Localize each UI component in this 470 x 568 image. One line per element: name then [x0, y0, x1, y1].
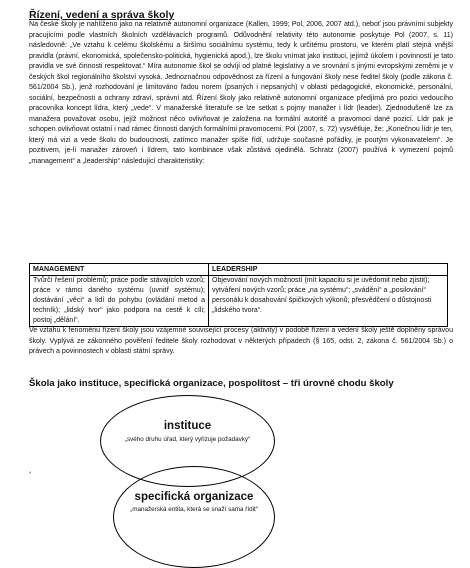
institution-subtitle: „svého druhu úřad, který vyřizuje požadavky“ — [124, 436, 251, 443]
table-header-management: MANAGEMENT — [30, 264, 209, 276]
organization-ellipse — [113, 466, 275, 568]
table-cell-management: Tvůrčí řešení problémů; práce podle stávajících vzorů; práce v rámci daného systému (uvnitř systému); dostávání „věci“ a lidí do pohybu (ovládání metod a techník); „lidský tvor“ jako podpora na cestě k cíli; postoj „dělání“. — [30, 276, 209, 327]
administration-paragraph: Ve vztahu k fenoménu řízení školy jsou vzájemné související procesy (aktivity) v podobě řízení a vedení školy ještě doplněny správou školy. Vyplývá ze zákonného pověření ředitele školy rozhodovat v některých případech (§ 165, odst. 2, zákona č. 561/2004 Sb.) o právech a povinnostech v oblasti státní správy. — [29, 327, 453, 355]
organization-title: specifická organizace — [134, 491, 254, 503]
table-row — [30, 276, 448, 327]
table-header-row — [30, 264, 448, 276]
table-cell-leadership: Objevování nových možností (mít kapacitu si je uvědomit nebo zjistit); vytváření nových vzorů; práce „na systému“; „svádění“ a „posilování“ personálu k dosahování špičkových výkonů; přesvědčení o důstojnosti „lidského tvora“. — [209, 276, 448, 327]
institution-title: instituce — [163, 420, 212, 432]
intro-paragraph: Na české školy je nahlíženo jako na relativně autonomní organizace (Kallen, 1999; Pol, 2006, 2007 atd.), neboť jsou právními subjekty pracujícími podle vlastních školních vzdělávacích programů. Odůvodnění relativity této autonomie poskytuje Pol (2007, s. 11) následovně: „Ve vztahu k celému školskému a širšímu sociálnímu systému, tedy k určitému prostoru, ve kterém platí stejná vnější pravidla (právní, ekonomická, společensko-politická, hygienická apod.), lze školu vnímat jako instituci, jejímž úkolem i povinností je tato pravidla ve své činnosti respektovat.“ Míra autonomie škol se odvíjí od platné legislativy a ve srovnání s jinými evropskými zeměmi je v českých škol regionálního školství vysoká. Jednoznačnou odpovědnost za řízení a fungování školy nese ředitel školy (podle zákona č. 561/2004 Sb.), jenž rozhodování je limitováno řadou norem (psaných i nepsaných) v oblasti pedagogické, ekonomické, personální, sociální, bezpečnosti a ochrany zdraví, správní atd. Řízení školy jako relativně autonomní organizace předjímá pro pozici vedoucího pracovníka koncept lídra, který „vede“. V manažerské literatuře se lze setkat s pojmy manažer i lídr (leader). Zjednodušeně lze za manažera považovat osobu, jejíž možnost něco ovlivňovat je založena na formální autoritě a pravomoci dané pozicí. Lídr pak je schopen ovlivňovat ostatní i nad rámec činnosti daných formálními pravomocemi. Pol (2007, s. 72) vysvětluje, že: „Konečnou lídr je ten, který má vizi a vede školu do budoucnosti, zatímco manažer spíše řídí, udržuje současné pořádky, je poutým vykonavatelem“. Je pozitivem, je-li manažer zároveň i lídrem, tato kombinace však zůstává ojedinělá. Schratz (2007) používá k vymezení pojmů „management“ a „leadership“ následující charakteristiky: — [29, 21, 453, 165]
stray-mark: ° — [29, 472, 32, 478]
section-heading: Řízení, vedení a správa školy — [29, 9, 175, 21]
organization-subtitle: „manažerská entita, která se snaží sama řídit“ — [130, 506, 258, 513]
management-leadership-table — [29, 263, 448, 327]
table-header-leadership: LEADERSHIP — [209, 264, 448, 276]
diagram-section-title: Škola jako instituce, specifická organizace, pospolitost – tři úrovně chodu školy — [29, 378, 394, 389]
